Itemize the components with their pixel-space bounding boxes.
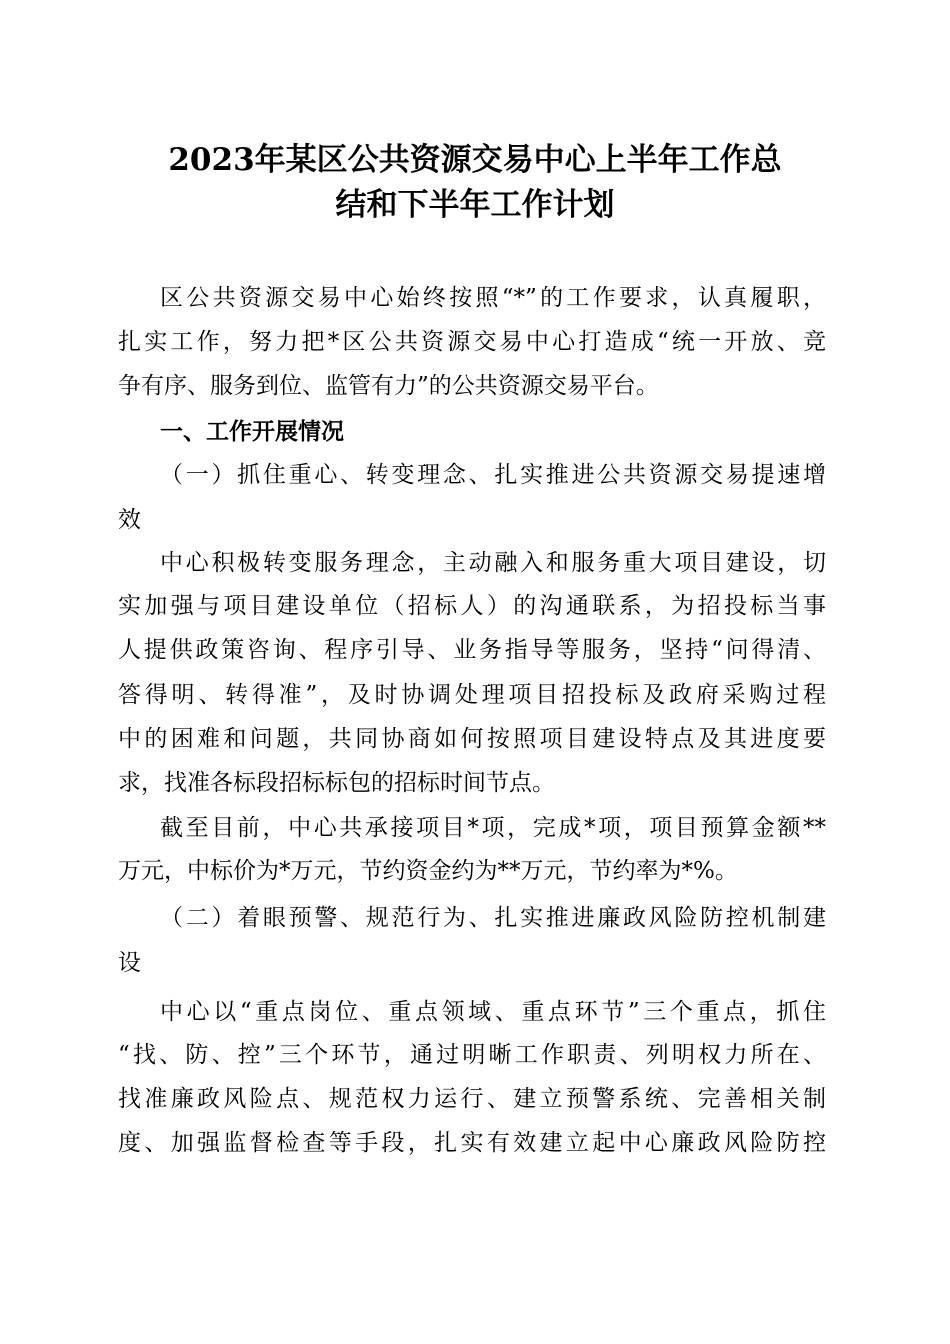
section-heading-1: 一、工作开展情况 [160,419,344,445]
body-paragraph-line: 度、加强监督检查等手段，扎实有效建立起中心廉政风险防控 [118,1130,826,1156]
body-paragraph-line: 中心以“重点岗位、重点领域、重点环节”三个重点，抓住 [160,999,826,1025]
body-paragraph-line: 找准廉政风险点、规范权力运行、建立预警系统、完善相关制 [118,1086,826,1112]
body-paragraph-line: 答得明、转得准”，及时协调处理项目招投标及政府采购过程 [118,682,826,708]
intro-paragraph-line: 区公共资源交易中心始终按照“*”的工作要求，认真履职， [160,285,826,311]
stats-paragraph-line: 截至目前，中心共承接项目*项，完成*项，项目预算金额** [160,815,826,841]
body-paragraph-line: 中心积极转变服务理念，主动融入和服务重大项目建设，切 [160,550,826,576]
body-paragraph-line: 中的困难和问题，共同协商如何按照项目建设特点及其进度要 [118,726,826,752]
body-paragraph-line: 人提供政策咨询、程序引导、业务指导等服务，坚持“问得清、 [118,637,826,663]
subsection-heading-1: （一）抓住重心、转变理念、扎实推进公共资源交易提速增 [160,462,826,488]
subsection-heading-2: （二）着眼预警、规范行为、扎实推进廉政风险防控机制建 [160,905,826,931]
stats-paragraph-line: 万元，中标价为*万元，节约资金约为**万元，节约率为*%。 [118,858,738,884]
body-paragraph-line: 求，找准各标段招标标包的招标时间节点。 [118,770,555,796]
document-title-line-1: 2023年某区公共资源交易中心上半年工作总 [168,142,782,178]
intro-paragraph-line: 争有序、服务到位、监管有力”的公共资源交易平台。 [118,373,659,399]
document-title-line-2: 结和下半年工作计划 [335,187,615,223]
subsection-heading-2-cont: 设 [118,950,141,976]
intro-paragraph-line: 扎实工作，努力把*区公共资源交易中心打造成“统一开放、竞 [118,329,826,355]
body-paragraph-line: 实加强与项目建设单位（招标人）的沟通联系，为招投标当事 [118,593,826,619]
body-paragraph-line: “找、防、控”三个环节，通过明晰工作职责、列明权力所在、 [118,1042,826,1068]
subsection-heading-1-cont: 效 [118,507,141,533]
